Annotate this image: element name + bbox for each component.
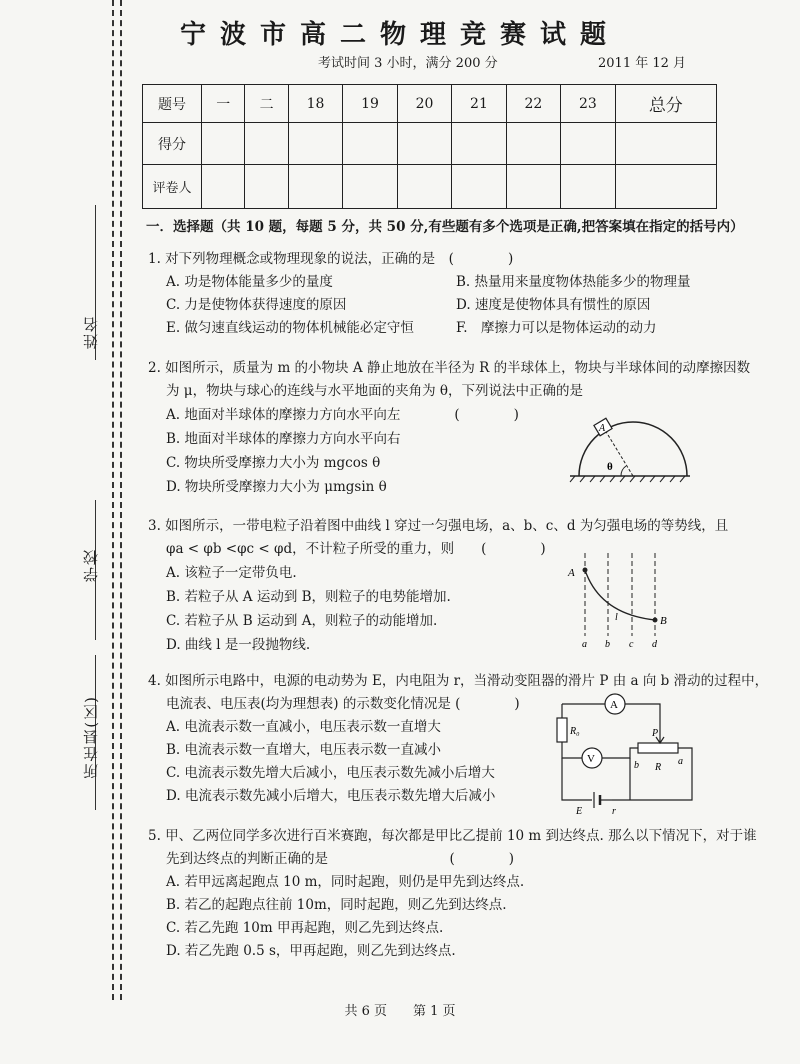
score-cell bbox=[615, 165, 716, 209]
score-cell bbox=[343, 123, 397, 165]
ammeter-label: A bbox=[610, 699, 618, 711]
trajectory-curve bbox=[585, 570, 655, 620]
theta-arc bbox=[621, 466, 626, 476]
hemisphere-arc bbox=[579, 422, 687, 476]
block-a-label: A bbox=[599, 423, 606, 434]
rheostat-r-label: R bbox=[655, 762, 662, 773]
q3-option-c: C. 若粒子从 B 运动到 A，则粒子的动能增加. bbox=[166, 613, 438, 629]
score-header-cell: 题号 bbox=[143, 85, 202, 123]
q5-option-d: D. 若乙先跑 0.5 s，甲再起跑，则乙先到达终点. bbox=[166, 943, 456, 959]
q4-option-a: A. 电流表示数一直减小，电压表示数一直增大 bbox=[166, 719, 441, 735]
score-header-cell: 二 bbox=[245, 85, 288, 123]
line-d-label: d bbox=[652, 639, 657, 650]
score-cell bbox=[288, 165, 342, 209]
score-header-cell: 22 bbox=[506, 85, 560, 123]
section-heading: 一．选择题（共 10 题，每题 5 分，共 50 分,有些题有多个选项是正确,把答案填在指定的括号内） bbox=[146, 219, 744, 235]
name-label: 姓名 bbox=[82, 315, 100, 349]
point-b-label: B bbox=[660, 615, 667, 627]
score-header-cell: 20 bbox=[397, 85, 451, 123]
q1-stem: 1. 对下列物理概念或物理现象的说法，正确的是 ( ) bbox=[148, 251, 514, 267]
q3-option-a: A. 该粒子一定带负电. bbox=[166, 565, 297, 581]
q5-option-b: B. 若乙的起跑点往前 10m，同时起跑，则乙先到达终点. bbox=[166, 897, 507, 913]
school-label: 学校 bbox=[82, 548, 100, 582]
score-cell bbox=[202, 123, 245, 165]
county-label: 所在县(区) bbox=[82, 695, 100, 779]
score-cell bbox=[561, 165, 615, 209]
score-header-cell: 总分 bbox=[615, 85, 716, 123]
q5-stem-line1: 5. 甲、乙两位同学多次进行百米赛跑，每次都是甲比乙提前 10 m 到达终点. 那么以下情况下，对于谁 bbox=[148, 828, 757, 844]
q5-option-a: A. 若甲远离起跑点 10 m，同时起跑，则仍是甲先到达终点. bbox=[166, 874, 525, 890]
score-cell bbox=[506, 165, 560, 209]
score-row-label: 评卷人 bbox=[143, 165, 202, 209]
q4-option-d: D. 电流表示数先减小后增大，电压表示数先增大后减小 bbox=[166, 788, 496, 804]
line-b-label: b bbox=[605, 639, 610, 650]
q2-stem-line1: 2. 如图所示，质量为 m 的小物块 A 静止地放在半径为 R 的半球体上，物块与半球体间的动摩擦因数 bbox=[148, 360, 751, 376]
q1-option-d: D. 速度是使物体具有惯性的原因 bbox=[456, 297, 651, 313]
score-header-cell: 23 bbox=[561, 85, 615, 123]
point-a-label: A bbox=[568, 567, 575, 579]
q3-stem-line1: 3. 如图所示，一带电粒子沿着图中曲线 l 穿过一匀强电场，a、b、c、d 为匀强电场的等势线，且 bbox=[148, 518, 729, 534]
point-a bbox=[583, 568, 588, 573]
score-header-cell: 18 bbox=[288, 85, 342, 123]
battery-e-label: E bbox=[576, 806, 583, 817]
ground-hatching bbox=[570, 476, 685, 482]
resistor-r0 bbox=[557, 718, 567, 742]
circuit-figure bbox=[550, 690, 700, 818]
exam-info: 考试时间 3 小时，满分 200 分 bbox=[318, 56, 498, 71]
slider-p-label: P bbox=[652, 728, 659, 739]
exam-date: 2011 年 12 月 bbox=[598, 56, 687, 71]
score-cell bbox=[245, 123, 288, 165]
line-c-label: c bbox=[629, 639, 634, 650]
score-cell bbox=[452, 123, 506, 165]
line-a-label: a bbox=[582, 639, 587, 650]
rheostat bbox=[638, 743, 678, 753]
score-cell bbox=[288, 123, 342, 165]
page-footer: 共 6 页 第 1 页 bbox=[344, 1004, 456, 1019]
binding-line-outer bbox=[112, 0, 114, 1000]
q1-option-f: F. 摩擦力可以是物体运动的动力 bbox=[456, 320, 657, 336]
q4-option-c: C. 电流表示数先增大后减小，电压表示数先减小后增大 bbox=[166, 765, 495, 781]
q1-option-a: A. 功是物体能量多少的量度 bbox=[166, 274, 333, 290]
score-table bbox=[142, 84, 717, 209]
q3-option-b: B. 若粒子从 A 运动到 B，则粒子的电势能增加. bbox=[166, 589, 451, 605]
equipotential-lines bbox=[585, 553, 655, 636]
score-header-cell: 一 bbox=[202, 85, 245, 123]
q2-option-d: D. 物块所受摩擦力大小为 μmgsin θ bbox=[166, 479, 387, 495]
battery-r-label: r bbox=[612, 806, 616, 817]
q5-stem-line2: 先到达终点的判断正确的是 ( ) bbox=[166, 851, 515, 867]
score-cell bbox=[202, 165, 245, 209]
hemisphere-figure bbox=[565, 412, 695, 484]
point-b bbox=[653, 618, 658, 623]
q2-option-c: C. 物块所受摩擦力大小为 mgcos θ bbox=[166, 455, 381, 471]
score-cell bbox=[561, 123, 615, 165]
q5-option-c: C. 若乙先跑 10m 甲再起跑，则乙先到达终点. bbox=[166, 920, 444, 936]
binding-line-inner bbox=[120, 0, 122, 1000]
q1-option-c: C. 力是使物体获得速度的原因 bbox=[166, 297, 347, 313]
curve-l-label: l bbox=[615, 612, 618, 623]
score-header-cell: 19 bbox=[343, 85, 397, 123]
voltmeter-label: V bbox=[587, 753, 595, 765]
q2-option-b: B. 地面对半球体的摩擦力方向水平向右 bbox=[166, 431, 401, 447]
q1-option-e: E. 做匀速直线运动的物体机械能必定守恒 bbox=[166, 320, 414, 336]
score-header-cell: 21 bbox=[452, 85, 506, 123]
q1-option-b: B. 热量用来量度物体热能多少的物理量 bbox=[456, 274, 691, 290]
q4-stem-line1: 4. 如图所示电路中，电源的电动势为 E，内电阻为 r，当滑动变阻器的滑片 P 由 a 向 b 滑动的过程中， bbox=[148, 673, 769, 689]
score-cell bbox=[397, 123, 451, 165]
electric-field-figure bbox=[560, 548, 680, 650]
score-cell bbox=[343, 165, 397, 209]
q3-stem-line2: φa < φb <φc < φd，不计粒子所受的重力，则 ( ) bbox=[166, 541, 546, 557]
q3-option-d: D. 曲线 l 是一段抛物线. bbox=[166, 637, 311, 653]
score-cell bbox=[397, 165, 451, 209]
q2-stem-line2: 为 μ，物块与球心的连线与水平地面的夹角为 θ，下列说法中正确的是 bbox=[166, 383, 583, 399]
end-a-label: a bbox=[678, 756, 683, 767]
theta-label: θ bbox=[607, 461, 613, 473]
score-cell bbox=[452, 165, 506, 209]
q4-stem-line2: 电流表、电压表(均为理想表) 的示数变化情况是 ( ) bbox=[166, 696, 520, 712]
page-title: 宁波市高二物理竞赛试题 bbox=[179, 20, 620, 50]
end-b-label: b bbox=[634, 760, 639, 771]
q4-option-b: B. 电流表示数一直增大，电压表示数一直减小 bbox=[166, 742, 442, 758]
score-cell bbox=[245, 165, 288, 209]
score-row-label: 得分 bbox=[143, 123, 202, 165]
resistor-r0-label: R₀ bbox=[570, 726, 580, 737]
score-cell bbox=[506, 123, 560, 165]
q2-option-a: A. 地面对半球体的摩擦力方向水平向左 ( ) bbox=[166, 407, 519, 423]
score-cell bbox=[615, 123, 716, 165]
